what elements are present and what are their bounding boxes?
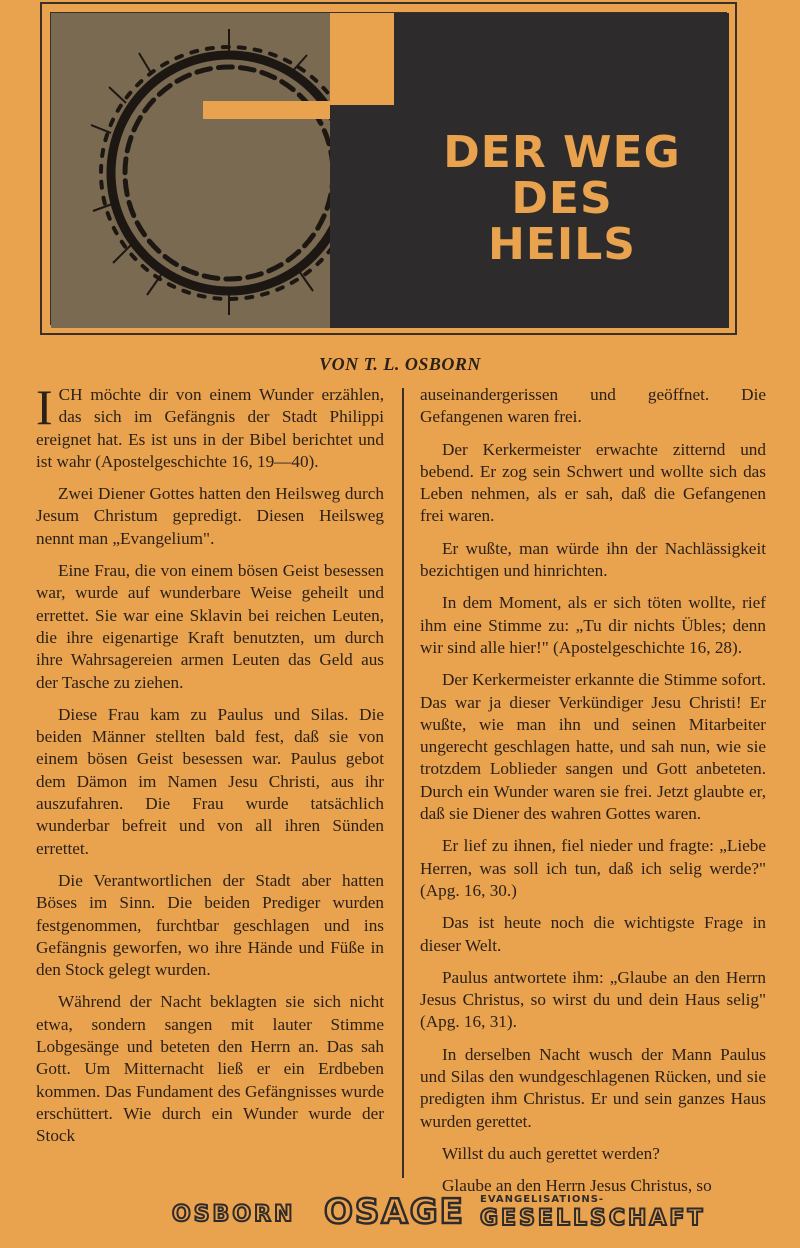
drop-cap: I bbox=[36, 379, 53, 435]
paragraph: Das ist heute noch die wichtigste Frage in dieser Welt. bbox=[420, 913, 766, 955]
paragraph: Während der Nacht beklagten sie sich nicht etwa, sondern sangen mit lauter Stimme Lobgesänge und beteten den Herrn an. Das sah Gott. Um Mitternacht ließ er ein Erdbeben kommen. Das Fundament des Gefängnisses wurde erschüttert. Wie durch ein Wunder wurde der Stock bbox=[36, 992, 384, 1146]
author-byline: VON T. L. OSBORN bbox=[319, 354, 481, 374]
paragraph: ICH möchte dir von einem Wunder erzählen, das sich im Gefängnis der Stadt Philippi ereignet hat. Es ist uns in der Bibel berichtet und ist wahr (Apostelgeschichte 16, 19—40). bbox=[36, 379, 384, 471]
paragraph: Paulus antwortete ihm: „Glaube an den Herrn Jesus Christus, so wirst du und dein Haus selig" (Apg. 16, 31). bbox=[420, 967, 766, 1032]
publisher-footer bbox=[172, 1192, 744, 1232]
paragraph: Die Verantwortlichen der Stadt aber hatten Böses im Sinn. Die beiden Prediger wurden festgenommen, furchtbar geschlagen und ins Gefängnis geworfen, wo ihre Hände und Füße in den Stock gelegt wurden. bbox=[36, 870, 384, 980]
paragraph: Zwei Diener Gottes hatten den Heilsweg durch Jesum Christum gepredigt. Diesen Heilsweg nennt man „Evangelium". bbox=[36, 484, 384, 548]
paragraph: Glaube an den Herrn Jesus Christus, so bbox=[442, 1176, 712, 1196]
thorn-crown-graphic bbox=[51, 13, 330, 328]
paragraph: Willst du auch gerettet werden? bbox=[442, 1143, 660, 1163]
paragraph: Der Kerkermeister erkannte die Stimme sofort. Das war ja dieser Verkündiger Jesu Christi! Er wußte, wie man ihn und seinen Mitarbeiter ungerecht geschlagen hatte, und sah nun, wie sie trotzdem Loblieder sangen und Gott anbeteten. Durch ein Wunder waren sie frei. Jetzt glaubte er, daß sie Diener des wahren Gottes waren. bbox=[420, 670, 766, 824]
column-divider bbox=[402, 388, 404, 1178]
paragraph: In derselben Nacht wusch der Mann Paulus und Silas den wundgeschlagenen Rücken, und sie predigten ihm Christus. Er und sein ganzes Haus wurden gerettet. bbox=[420, 1044, 766, 1131]
footer-osage-logo: OSAGE bbox=[324, 1192, 465, 1232]
header-tab-dark bbox=[330, 105, 394, 328]
footer-gesellschaft: GESELLSCHAFT bbox=[480, 1206, 706, 1231]
title-line-1: DER WEG bbox=[443, 127, 681, 178]
header-notch bbox=[203, 101, 330, 119]
left-column bbox=[36, 379, 384, 1158]
paragraph: Er wußte, man würde ihn der Nachlässigkeit bezichtigen und hinrichten. bbox=[420, 538, 766, 581]
title-line-3: HEILS bbox=[488, 219, 636, 270]
header-tab-light bbox=[330, 13, 394, 105]
thorn-crown-image bbox=[51, 13, 330, 328]
footer-osborn: OSBORN bbox=[172, 1202, 296, 1227]
title-line-2: DES bbox=[511, 173, 613, 224]
header-banner bbox=[40, 2, 737, 335]
page-title bbox=[397, 127, 727, 270]
paragraph: Der Kerkermeister erwachte zitternd und bebend. Er zog sein Schwert und wollte sich das Leben nehmen, als er sah, daß die Gefangenen frei waren. bbox=[420, 439, 766, 526]
footer-evangelisations: EVANGELISATIONS- bbox=[480, 1194, 605, 1205]
right-column bbox=[420, 384, 766, 1208]
paragraph: Eine Frau, die von einem bösen Geist besessen war, wurde auf wunderbare Weise geheilt und errettet. Sie war eine Sklavin bei reichen Leuten, die ihre eigenartige Kraft benutzten, um durch ihre Wahrsagereien armen Leuten das Geld aus der Tasche zu ziehen. bbox=[36, 561, 384, 692]
paragraph: Er lief zu ihnen, fiel nieder und fragte: „Liebe Herren, was soll ich tun, daß ich selig werde?" (Apg. 16, 30.) bbox=[420, 836, 766, 900]
paragraph: auseinandergerissen und geöffnet. Die Gefangenen waren frei. bbox=[420, 385, 766, 427]
paragraph: Diese Frau kam zu Paulus und Silas. Die beiden Männer stellten bald fest, daß sie von einem bösen Geist besessen war. Paulus gebot dem Dämon im Namen Jesu Christi, aus ihr auszufahren. Die Frau wurde tatsächlich wunderbar befreit und von all ihren Sünden errettet. bbox=[36, 704, 384, 858]
article-body bbox=[36, 379, 766, 1196]
paragraph: In dem Moment, als er sich töten wollte, rief ihm eine Stimme zu: „Tu dir nichts Übles; denn wir sind alle hier!" (Apostelgeschichte 16, 28). bbox=[420, 593, 766, 657]
